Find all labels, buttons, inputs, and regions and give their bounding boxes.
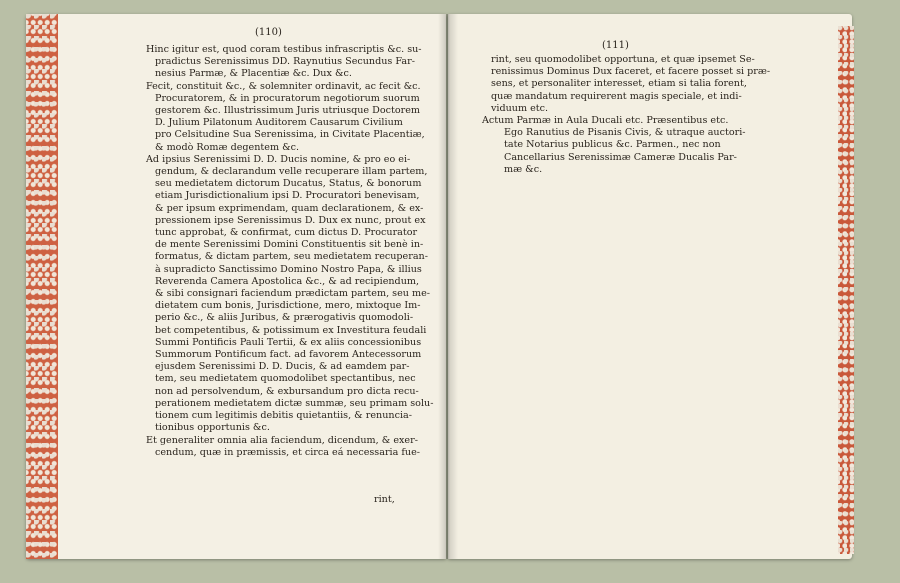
text-line: tate Notarius publicus &c. Parmen., nec non [504, 139, 721, 151]
text-line: pradictus Serenissimus DD. Raynutius Secundus Far- [155, 56, 415, 68]
text-line: & modò Romæ degentem &c. [155, 141, 300, 153]
text-line: viduum etc. [491, 102, 549, 114]
text-line: Fecit, constituit &c., & solemniter ordinavit, ac fecit &c. [146, 80, 421, 92]
text-line: & sibi consignari faciendum prædictam partem, seu me- [155, 288, 431, 300]
text-line: Actum Parmæ in Aula Ducali etc. Præsentibus etc. [482, 115, 729, 127]
left-page-text [146, 44, 434, 459]
text-line: Et generaliter omnia alia faciendum, dicendum, & exer- [146, 434, 418, 446]
text-line: gestorem &c. Illustrissimum Juris utriusque Doctorem [155, 105, 420, 117]
text-line: & per ipsum exprimendam, quam declarationem, & ex- [155, 202, 424, 214]
text-line: mæ &c. [504, 163, 543, 175]
text-line: pro Celsitudine Sua Serenissima, in Civitate Placentiæ, [155, 129, 425, 141]
text-line: cendum, quæ in præmissis, et circa eá necessaria fue- [155, 446, 421, 458]
text-line: tionibus opportunis &c. [155, 422, 270, 434]
text-line: ejusdem Serenissimi D. D. Ducis, & ad eamdem par- [155, 361, 410, 373]
right-page-red-edge [838, 26, 854, 554]
right-page-text [482, 54, 771, 176]
text-line: de mente Serenissimi Domini Constituentis sit benè in- [155, 239, 424, 251]
text-line: Ad ipsius Serenissimi D. D. Ducis nomine, & pro eo ei- [146, 153, 411, 165]
text-line: seu medietatem dictorum Ducatus, Status, & bonorum [155, 178, 422, 190]
text-line: tionem cum legitimis debitis quietantiis, & renuncia- [155, 410, 412, 422]
text-line: gendum, & declarandum velle recuperare illam partem, [155, 166, 428, 178]
text-line: Reverenda Camera Apostolica &c., & ad recipiendum, [155, 275, 420, 287]
text-line: formatus, & dictam partem, seu medietatem recuperan- [155, 251, 428, 263]
text-line: Hinc igitur est, quod coram testibus infrascriptis &c. su- [146, 44, 422, 55]
book-gutter [438, 14, 458, 559]
text-line: etiam Jurisdictionalium ipsi D. Procuratori benevisam, [155, 190, 420, 202]
text-line: Cancellarius Serenissimæ Cameræ Ducalis Par- [504, 151, 737, 163]
left-page-number: (110) [255, 27, 282, 38]
text-line: sens, et personaliter interesset, etiam si talia forent, [491, 78, 747, 90]
text-line: Procuratorem, & in procuratorum negotiorum suorum [155, 92, 420, 104]
left-page-red-edge [26, 14, 58, 559]
text-line: rint, seu quomodolibet opportuna, et quæ ipsemet Se- [491, 54, 755, 65]
text-line: Ego Ranutius de Pisanis Civis, & utraque auctori- [504, 127, 746, 139]
right-page-number: (111) [602, 40, 629, 51]
text-line: D. Julium Pilatonum Auditorem Causarum Civilium [155, 117, 403, 129]
text-line: renissimus Dominus Dux faceret, et facere posset si præ- [491, 66, 771, 78]
text-line: pressionem ipse Serenissimus D. Dux ex nunc, prout ex [155, 214, 426, 226]
text-line: Summorum Pontificum fact. ad favorem Antecessorum [155, 349, 422, 361]
text-line: tem, seu medietatem quomodolibet spectantibus, nec [155, 373, 416, 385]
text-line: tunc approbat, & confirmat, cum dictus D. Procurator [155, 227, 418, 239]
text-line: dietatem cum bonis, Jurisdictione, mero, mixtoque Im- [155, 300, 421, 312]
text-line: nesius Parmæ, & Placentiæ &c. Dux &c. [155, 68, 352, 80]
text-line: bet competentibus, & potissimum ex Investitura feudali [155, 324, 427, 336]
text-line: quæ mandatum requirerent magis speciale, et indi- [491, 90, 742, 102]
text-line: Summi Pontificis Pauli Tertii, & ex aliis concessionibus [155, 336, 422, 348]
text-line: à supradicto Sanctissimo Domino Nostro Papa, & illius [155, 263, 422, 275]
text-line: perationem medietatem dictæ summæ, seu primam solu- [155, 397, 434, 409]
left-page-catchword: rint, [374, 494, 395, 505]
text-line: perio &c., & aliis Juribus, & prærogativis quomodoli- [155, 312, 414, 324]
text-line: non ad persolvendum, & exbursandum pro dicta recu- [155, 385, 419, 397]
